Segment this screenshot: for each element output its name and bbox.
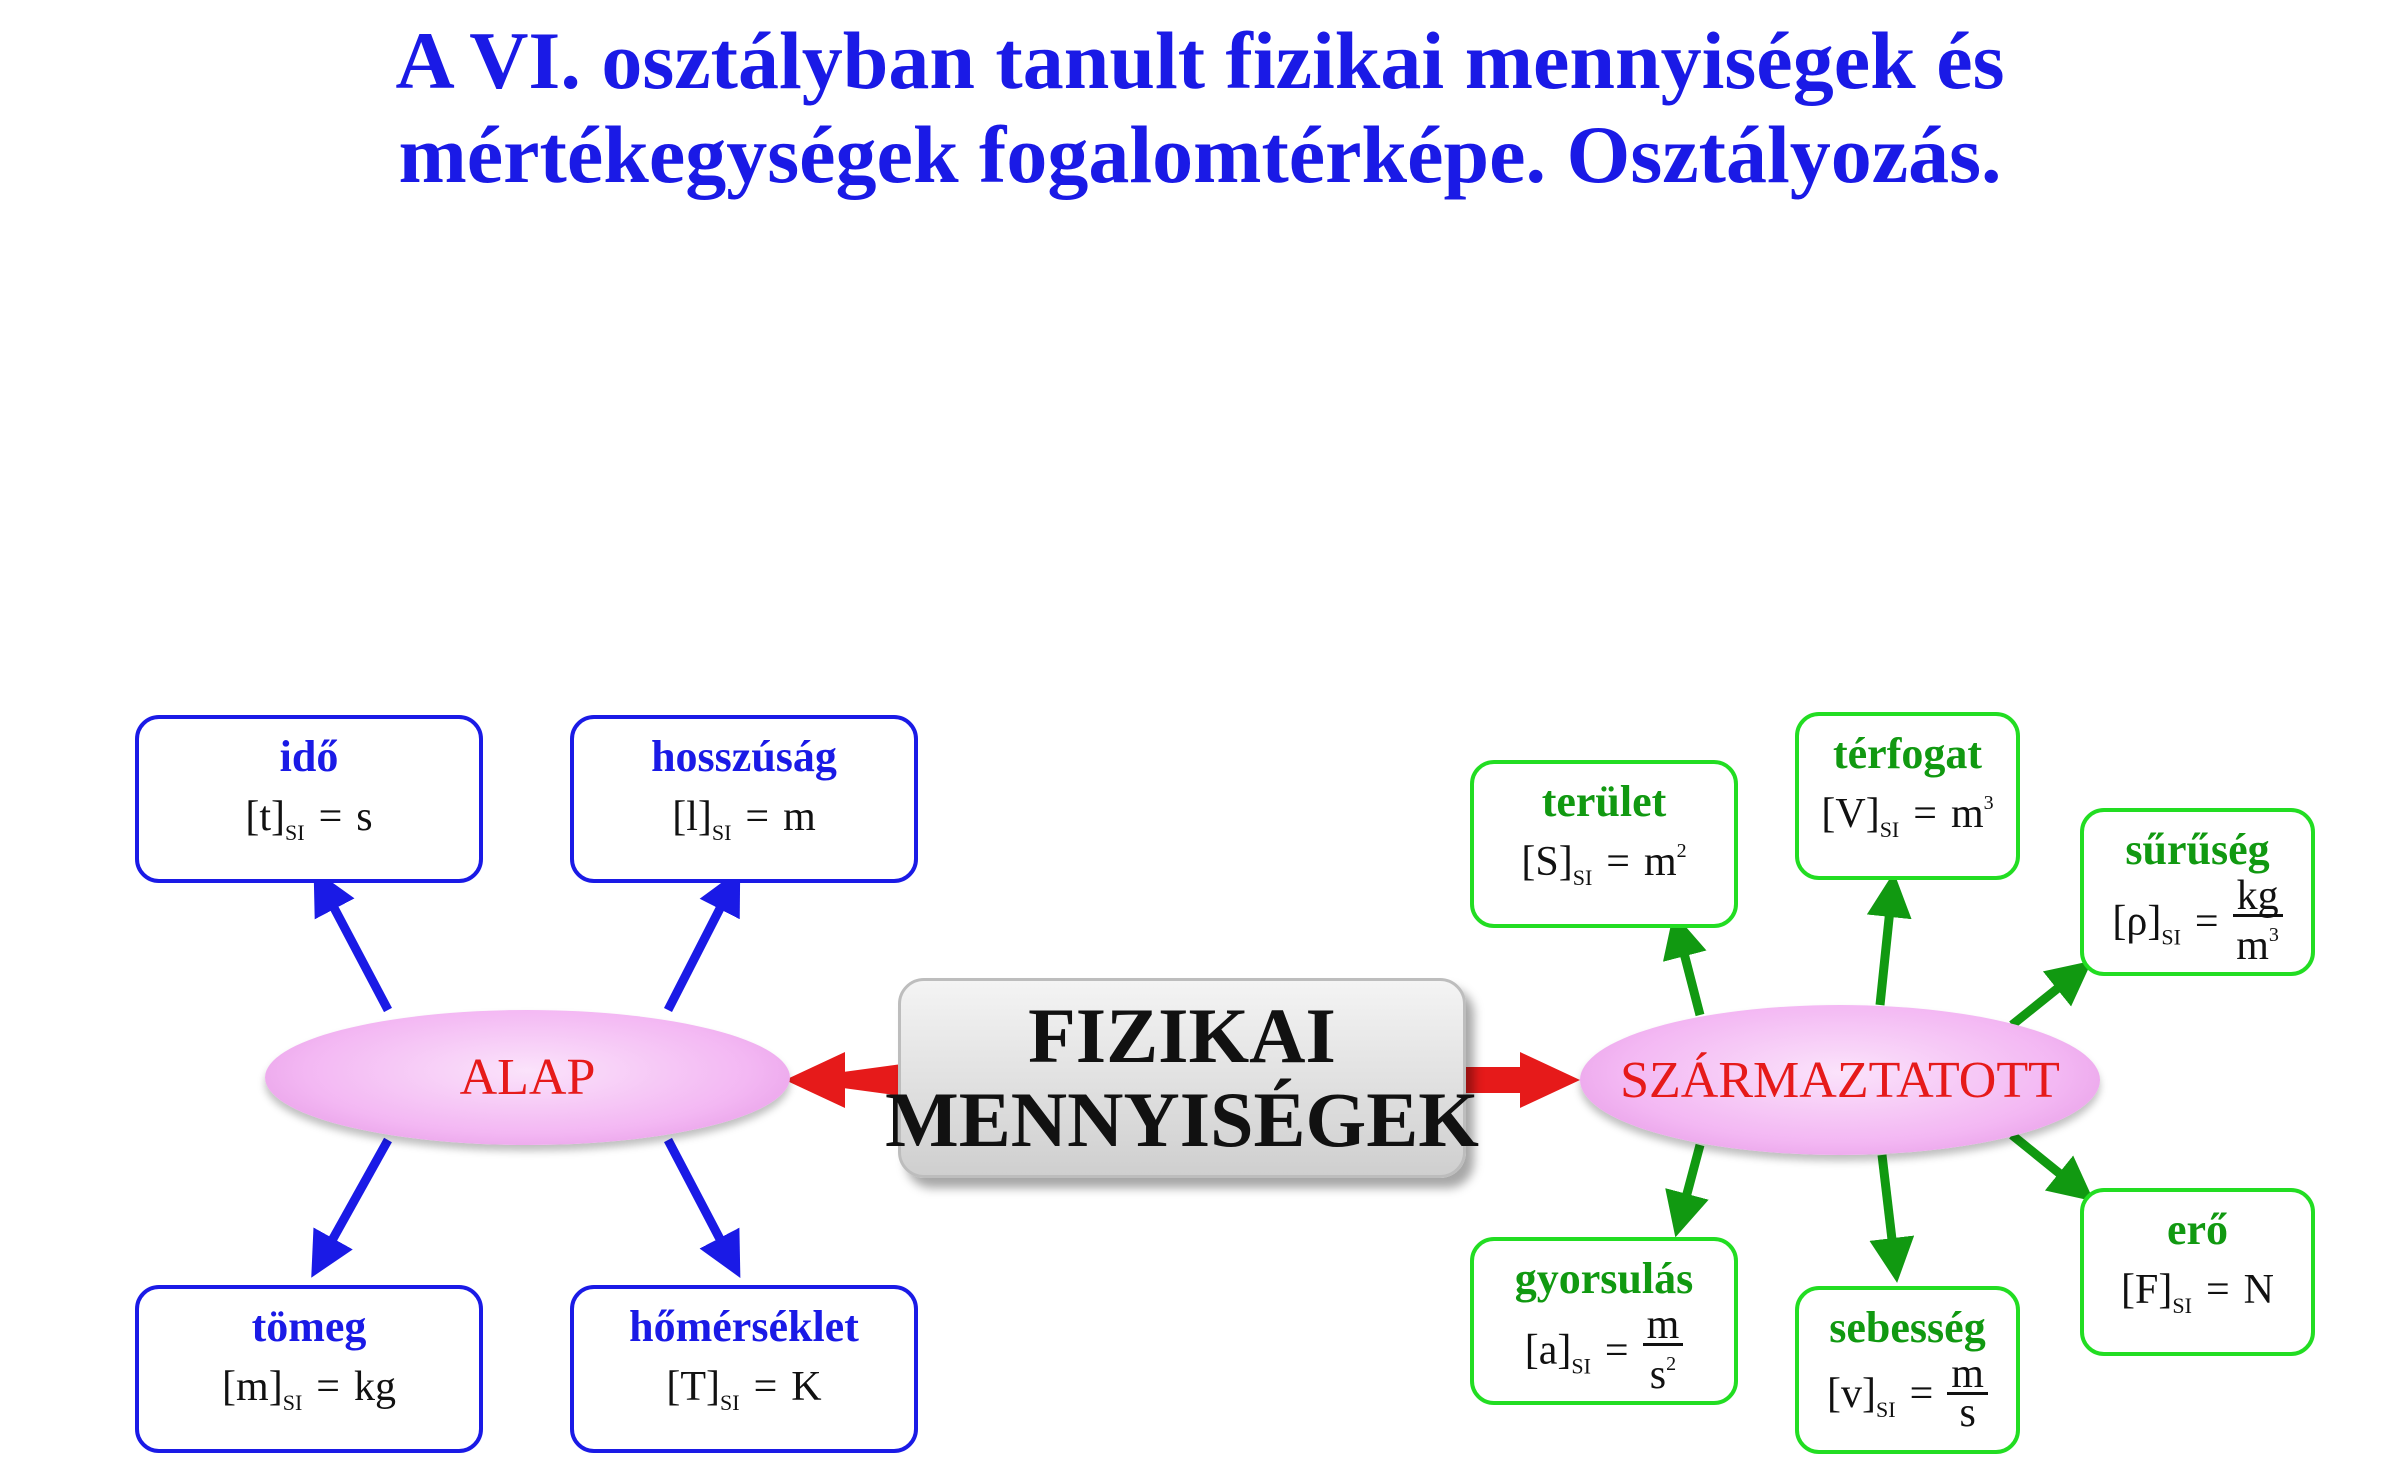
box-ido: [135, 715, 483, 883]
homerseklet-formula: $[T]_{SI} = K$: [666, 1364, 822, 1415]
title-line-2: mértékegységek fogalomtérképe. Osztályozás.: [398, 109, 2002, 200]
arrow-to-ido: [322, 885, 388, 1010]
alap-node: [265, 1010, 790, 1145]
sebesseg-formula: $[v]_{SI}$ = $\frac{m}{s}$: [1799, 1364, 2016, 1431]
hosszusag-name: hosszúság: [651, 732, 837, 781]
arrow-to-terulet: [1678, 930, 1700, 1015]
tomeg-name: tömeg: [251, 1302, 367, 1351]
red-arrow-right: [1466, 1052, 1580, 1108]
arrow-to-hosszusag: [668, 885, 732, 1010]
terfogat-name: térfogat: [1832, 729, 1982, 778]
box-homerseklet: [570, 1285, 918, 1453]
center-line-1: FIZIKAI: [1028, 992, 1336, 1079]
box-sebesseg: [1795, 1286, 2020, 1454]
ero-name: erő: [2166, 1205, 2229, 1254]
homerseklet-name: hőmérséklet: [629, 1302, 859, 1351]
center-node-fizikai-mennyisegek: [885, 978, 1479, 1178]
arrow-to-homerseklet: [668, 1140, 732, 1262]
arrow-to-suruseg: [2012, 972, 2078, 1025]
box-gyorsulas: [1470, 1237, 1738, 1405]
ero-formula: $[F]_{SI} = N$: [2121, 1267, 2274, 1318]
ido-name: idő: [279, 732, 339, 781]
tomeg-formula: $[m]_{SI}$ = kg: [222, 1364, 396, 1415]
arrow-to-sebesseg: [1882, 1155, 1895, 1265]
box-ero: [2080, 1188, 2315, 1356]
szarmaztatott-node: [1580, 1005, 2100, 1155]
box-terfogat: [1795, 712, 2020, 880]
center-line-2: MENNYISÉGEK: [885, 1076, 1479, 1163]
gyorsulas-formula: $[a]_{SI}$ = $\frac{m}{s^2}$: [1474, 1315, 1734, 1393]
box-tomeg: [135, 1285, 483, 1453]
box-suruseg: [2080, 808, 2315, 976]
ido-formula: $[t]_{SI} = s$: [245, 794, 373, 845]
szarmaztatott-label: SZÁRMAZTATOTT: [1620, 1051, 2060, 1109]
title-line-1: A VI. osztályban tanult fizikai mennyiségek és: [395, 15, 2005, 106]
arrow-to-gyorsulas: [1680, 1145, 1700, 1220]
box-terulet: [1470, 760, 1738, 928]
terfogat-formula: $[V]_{SI} = m^3$: [1821, 791, 1994, 842]
suruseg-formula: $[\rho]_{SI}$ = $\frac{kg}{m^3}$: [2084, 886, 2311, 964]
terulet-formula: $[S]_{SI} = m^2$: [1521, 839, 1687, 890]
arrow-to-tomeg: [320, 1140, 388, 1262]
arrow-to-ero: [2012, 1135, 2080, 1190]
arrow-to-terfogat: [1880, 890, 1892, 1005]
hosszusag-formula: $[l]_{SI} = m$: [672, 794, 816, 845]
terulet-name: terület: [1541, 777, 1667, 826]
sebesseg-name: sebesség: [1829, 1303, 1986, 1352]
alap-label: ALAP: [459, 1049, 596, 1106]
suruseg-name: sűrűség: [2125, 825, 2270, 874]
gyorsulas-name: gyorsulás: [1514, 1254, 1694, 1303]
box-hosszusag: [570, 715, 918, 883]
